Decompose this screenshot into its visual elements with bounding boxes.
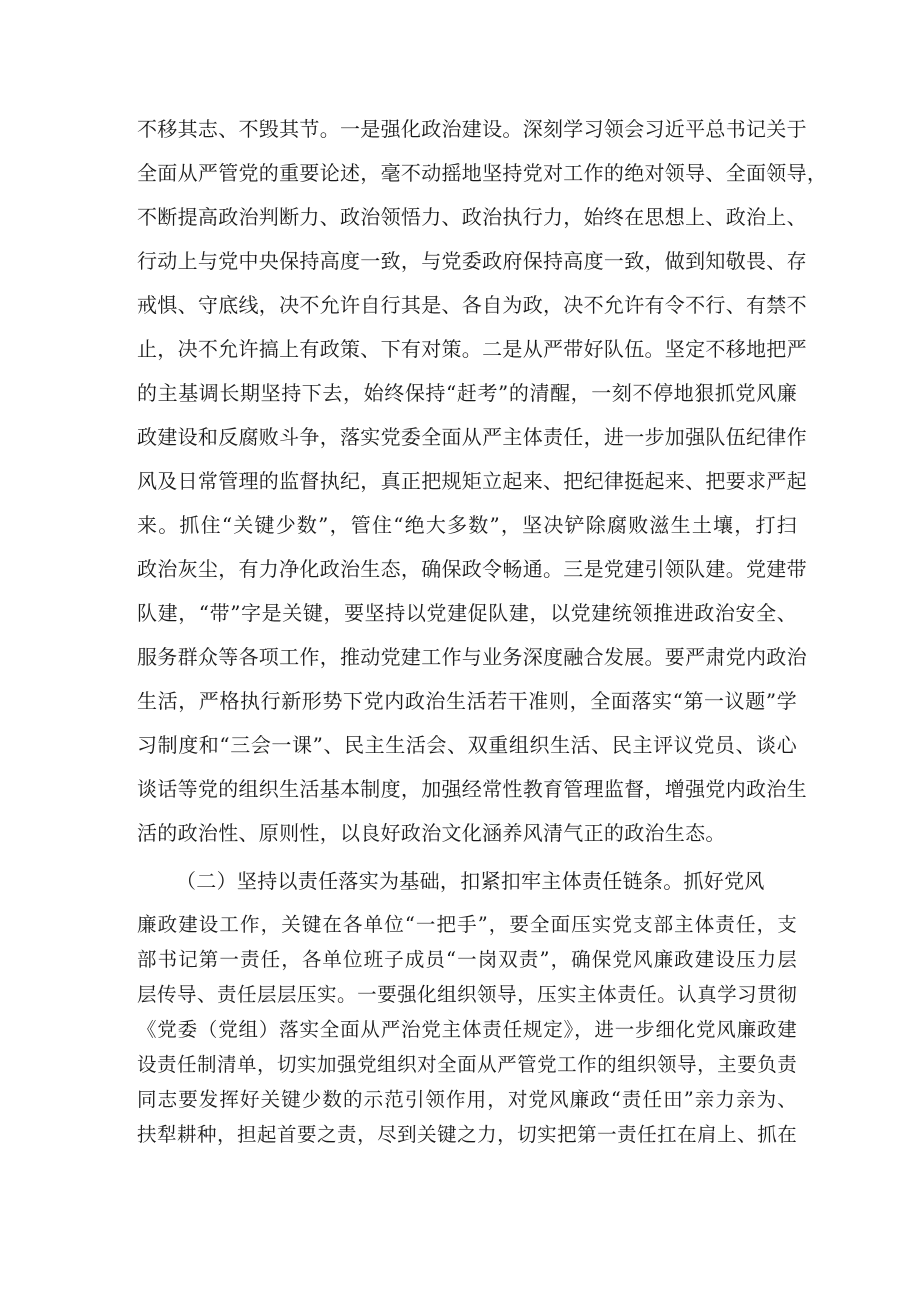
text-line: 来。抓住“关键少数”，管住“绝大多数”，坚决铲除腐败滋生土壤，打扫 <box>137 513 797 537</box>
text-line: 生活，严格执行新形势下党内政治生活若干准则，全面落实“第一议题”学 <box>137 689 797 713</box>
text-line: 设责任制清单，切实加强党组织对全面从严管党工作的组织领导，主要负责 <box>137 1053 797 1076</box>
text-line: 政治灰尘，有力净化政治生态，确保政令畅通。三是党建引领队建。党建带 <box>137 557 807 581</box>
text-line: 戒惧、守底线，决不允许自行其是、各自为政，决不允许有令不行、有禁不 <box>137 293 807 317</box>
text-line: 习制度和“三会一课”、民主生活会、双重组织生活、民主评议党员、谈心 <box>137 733 797 757</box>
text-line: 不移其志、不毁其节。一是强化政治建设。深刻学习领会习近平总书记关于 <box>137 117 807 141</box>
text-line: 层传导、责任层层压实。一要强化组织领导，压实主体责任。认真学习贯彻 <box>137 983 797 1006</box>
text-line: 部书记第一责任，各单位班子成员“一岗双责”，确保党风廉政建设压力层 <box>137 948 797 971</box>
text-line: 同志要发挥好关键少数的示范引领作用，对党风廉政“责任田”亲力亲为、 <box>137 1088 797 1111</box>
text-line: 活的政治性、原则性，以良好政治文化涵养风清气正的政治生态。 <box>137 821 726 845</box>
text-line: 谈话等党的组织生活基本制度，加强经常性教育管理监督，增强党内政治生 <box>137 777 807 801</box>
text-line: 行动上与党中央保持高度一致，与党委政府保持高度一致，做到知敬畏、存 <box>137 249 807 273</box>
section-heading: （二）坚持以责任落实为基础，扣紧扣牢主体责任链条。抓好党风 <box>176 869 765 893</box>
text-line: 队建，“带”字是关键，要坚持以党建促队建，以党建统领推进政治安全、 <box>137 601 797 625</box>
text-line: 止，决不允许搞上有政策、下有对策。二是从严带好队伍。坚定不移地把严 <box>137 337 807 361</box>
text-line: 政建设和反腐败斗争，落实党委全面从严主体责任，进一步加强队伍纪律作 <box>137 425 807 449</box>
text-line: 全面从严管党的重要论述，毫不动摇地坚持党对工作的绝对领导、全面领导， <box>137 161 828 185</box>
text-line: 不断提高政治判断力、政治领悟力、政治执行力，始终在思想上、政治上、 <box>137 205 807 229</box>
text-line: 廉政建设工作，关键在各单位“一把手”，要全面压实党支部主体责任，支 <box>137 913 797 936</box>
text-line: 扶犁耕种，担起首要之责，尽到关键之力，切实把第一责任扛在肩上、抓在 <box>137 1123 797 1146</box>
text-line: 的主基调长期坚持下去，始终保持“赶考”的清醒，一刻不停地狠抓党风廉 <box>137 381 797 405</box>
text-line: 服务群众等各项工作，推动党建工作与业务深度融合发展。要严肃党内政治 <box>137 645 807 669</box>
text-line: 风及日常管理的监督执纪，真正把规矩立起来、把纪律挺起来、把要求严起 <box>137 469 807 493</box>
text-line: 《党委（党组）落实全面从严治党主体责任规定》，进一步细化党风廉政建 <box>137 1018 797 1041</box>
